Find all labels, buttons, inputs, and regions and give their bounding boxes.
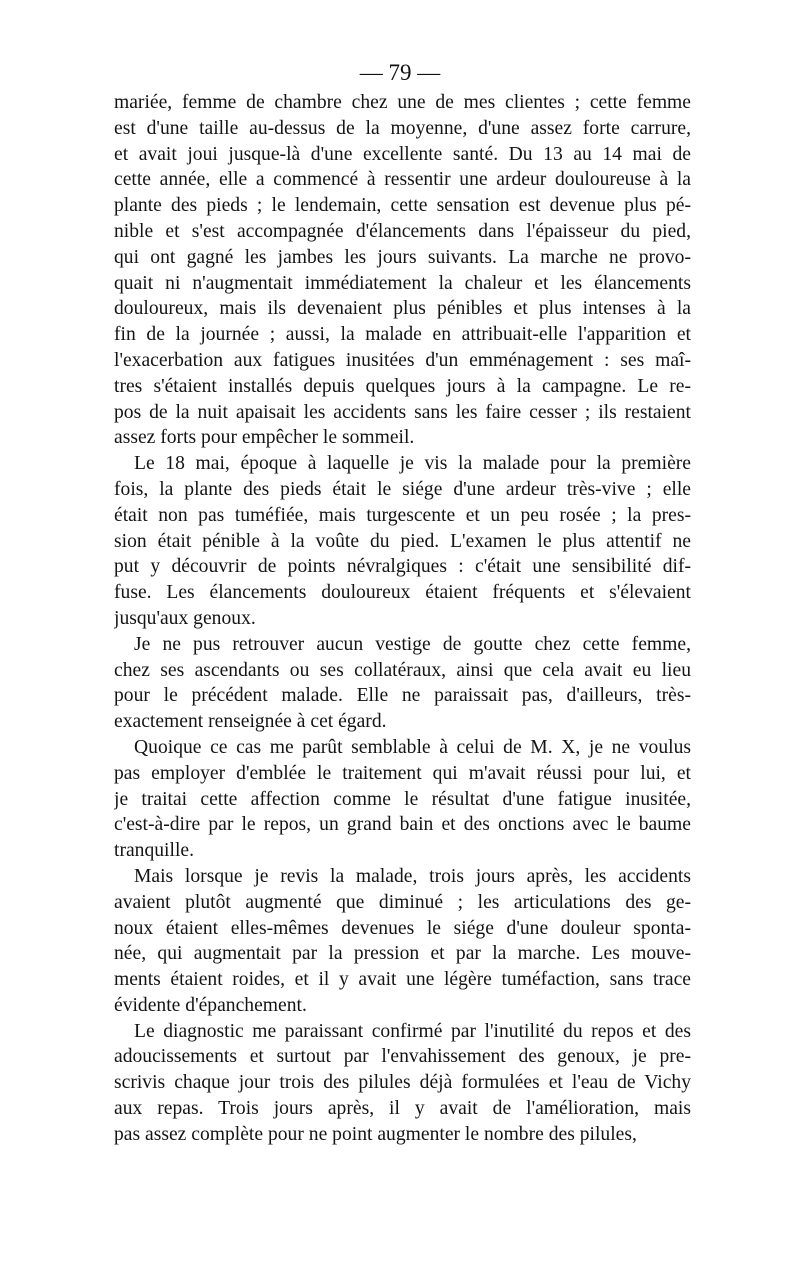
paragraph (114, 864, 691, 1019)
text-line: chez ses ascendants ou ses collatéraux, ainsi que cela avait eu lieu (114, 659, 691, 681)
text-line: nible et s'est accompagnée d'élancements dans l'épaisseur du pied, (114, 220, 691, 242)
text-line: plante des pieds ; le lendemain, cette sensation est devenue plus pé- (114, 195, 691, 217)
text-line: Le 18 mai, époque à laquelle je vis la malade pour la première (134, 453, 691, 475)
text-line: adoucissements et surtout par l'envahissement des genoux, je pre- (114, 1046, 691, 1068)
text-line: tres s'étaient installés depuis quelques jours à la campagne. Le re- (114, 375, 691, 397)
text-line: fois, la plante des pieds était le siége d'une ardeur très-vive ; elle (114, 478, 691, 500)
text-line: je traitai cette affection comme le résultat d'une fatigue inusitée, (114, 788, 691, 810)
text-line: assez forts pour empêcher le sommeil. (114, 427, 415, 449)
paragraph (114, 451, 691, 632)
text-line: pour le précédent malade. Elle ne paraissait pas, d'ailleurs, très- (114, 685, 691, 707)
text-line: jusqu'aux genoux. (114, 607, 256, 629)
text-line: et avait joui jusque-là d'une excellente santé. Du 13 au 14 mai de (114, 143, 691, 165)
text-line: mariée, femme de chambre chez une de mes clientes ; cette femme (114, 92, 691, 113)
text-line: douloureux, mais ils devenaient plus pénibles et plus intenses à la (114, 298, 691, 320)
paragraph (114, 735, 691, 864)
text-line: l'exacerbation aux fatigues inusitées d'un emménagement : ses maî- (114, 349, 691, 371)
text-line: pas assez complète pour ne point augmenter le nombre des pilules, (114, 1123, 637, 1145)
text-line: exactement renseignée à cet égard. (114, 711, 387, 733)
text-line: sion était pénible à la voûte du pied. L'examen le plus attentif ne (114, 530, 691, 552)
text-line: Quoique ce cas me parût semblable à celui de M. X, je ne voulus (134, 736, 691, 758)
text-line: avaient plutôt augmenté que diminué ; les articulations des ge- (114, 891, 691, 913)
text-line: put y découvrir de points névralgiques : c'était une sensibilité dif- (114, 556, 691, 578)
text-line: née, qui augmentait par la pression et par la marche. Les mouve- (114, 943, 691, 965)
text-line: Je ne pus retrouver aucun vestige de goutte chez cette femme, (134, 633, 691, 655)
paragraph (114, 90, 691, 451)
text-line: scrivis chaque jour trois des pilules déjà formulées et l'eau de Vichy (114, 1072, 691, 1094)
paragraph (114, 632, 691, 735)
text-line: pas employer d'emblée le traitement qui m'avait réussi pour lui, et (114, 762, 691, 784)
text-line: est d'une taille au-dessus de la moyenne, d'une assez forte carrure, (114, 117, 691, 139)
text-line: cette année, elle a commencé à ressentir une ardeur douloureuse à la (114, 169, 691, 191)
text-line: fuse. Les élancements douloureux étaient fréquents et s'élevaient (114, 582, 691, 604)
body-text (114, 90, 691, 1148)
page-number: — 79 — (359, 60, 441, 85)
text-line: tranquille. (114, 840, 194, 862)
text-line: c'est-à-dire par le repos, un grand bain et des onctions avec le baume (114, 814, 691, 836)
text-line: noux étaient elles-mêmes devenues le siége d'une douleur sponta- (114, 917, 691, 939)
text-line: fin de la journée ; aussi, la malade en attribuait-elle l'apparition et (114, 324, 691, 346)
text-line: pos de la nuit apaisait les accidents sans les faire cesser ; ils restaient (114, 401, 691, 423)
text-line: qui ont gagné les jambes les jours suivants. La marche ne provo- (114, 246, 691, 268)
paragraph (114, 1019, 691, 1148)
text-line: Le diagnostic me paraissant confirmé par l'inutilité du repos et des (134, 1020, 691, 1042)
text-line: ments étaient roides, et il y avait une légère tuméfaction, sans trace (114, 969, 691, 991)
text-line: évidente d'épanchement. (114, 994, 307, 1016)
text-line: quait ni n'augmentait immédiatement la chaleur et les élancements (114, 272, 691, 294)
text-line: aux repas. Trois jours après, il y avait de l'amélioration, mais (114, 1098, 691, 1120)
text-line: était non pas tuméfiée, mais turgescente et un peu rosée ; la pres- (114, 504, 691, 526)
text-line: Mais lorsque je revis la malade, trois jours après, les accidents (134, 865, 691, 887)
